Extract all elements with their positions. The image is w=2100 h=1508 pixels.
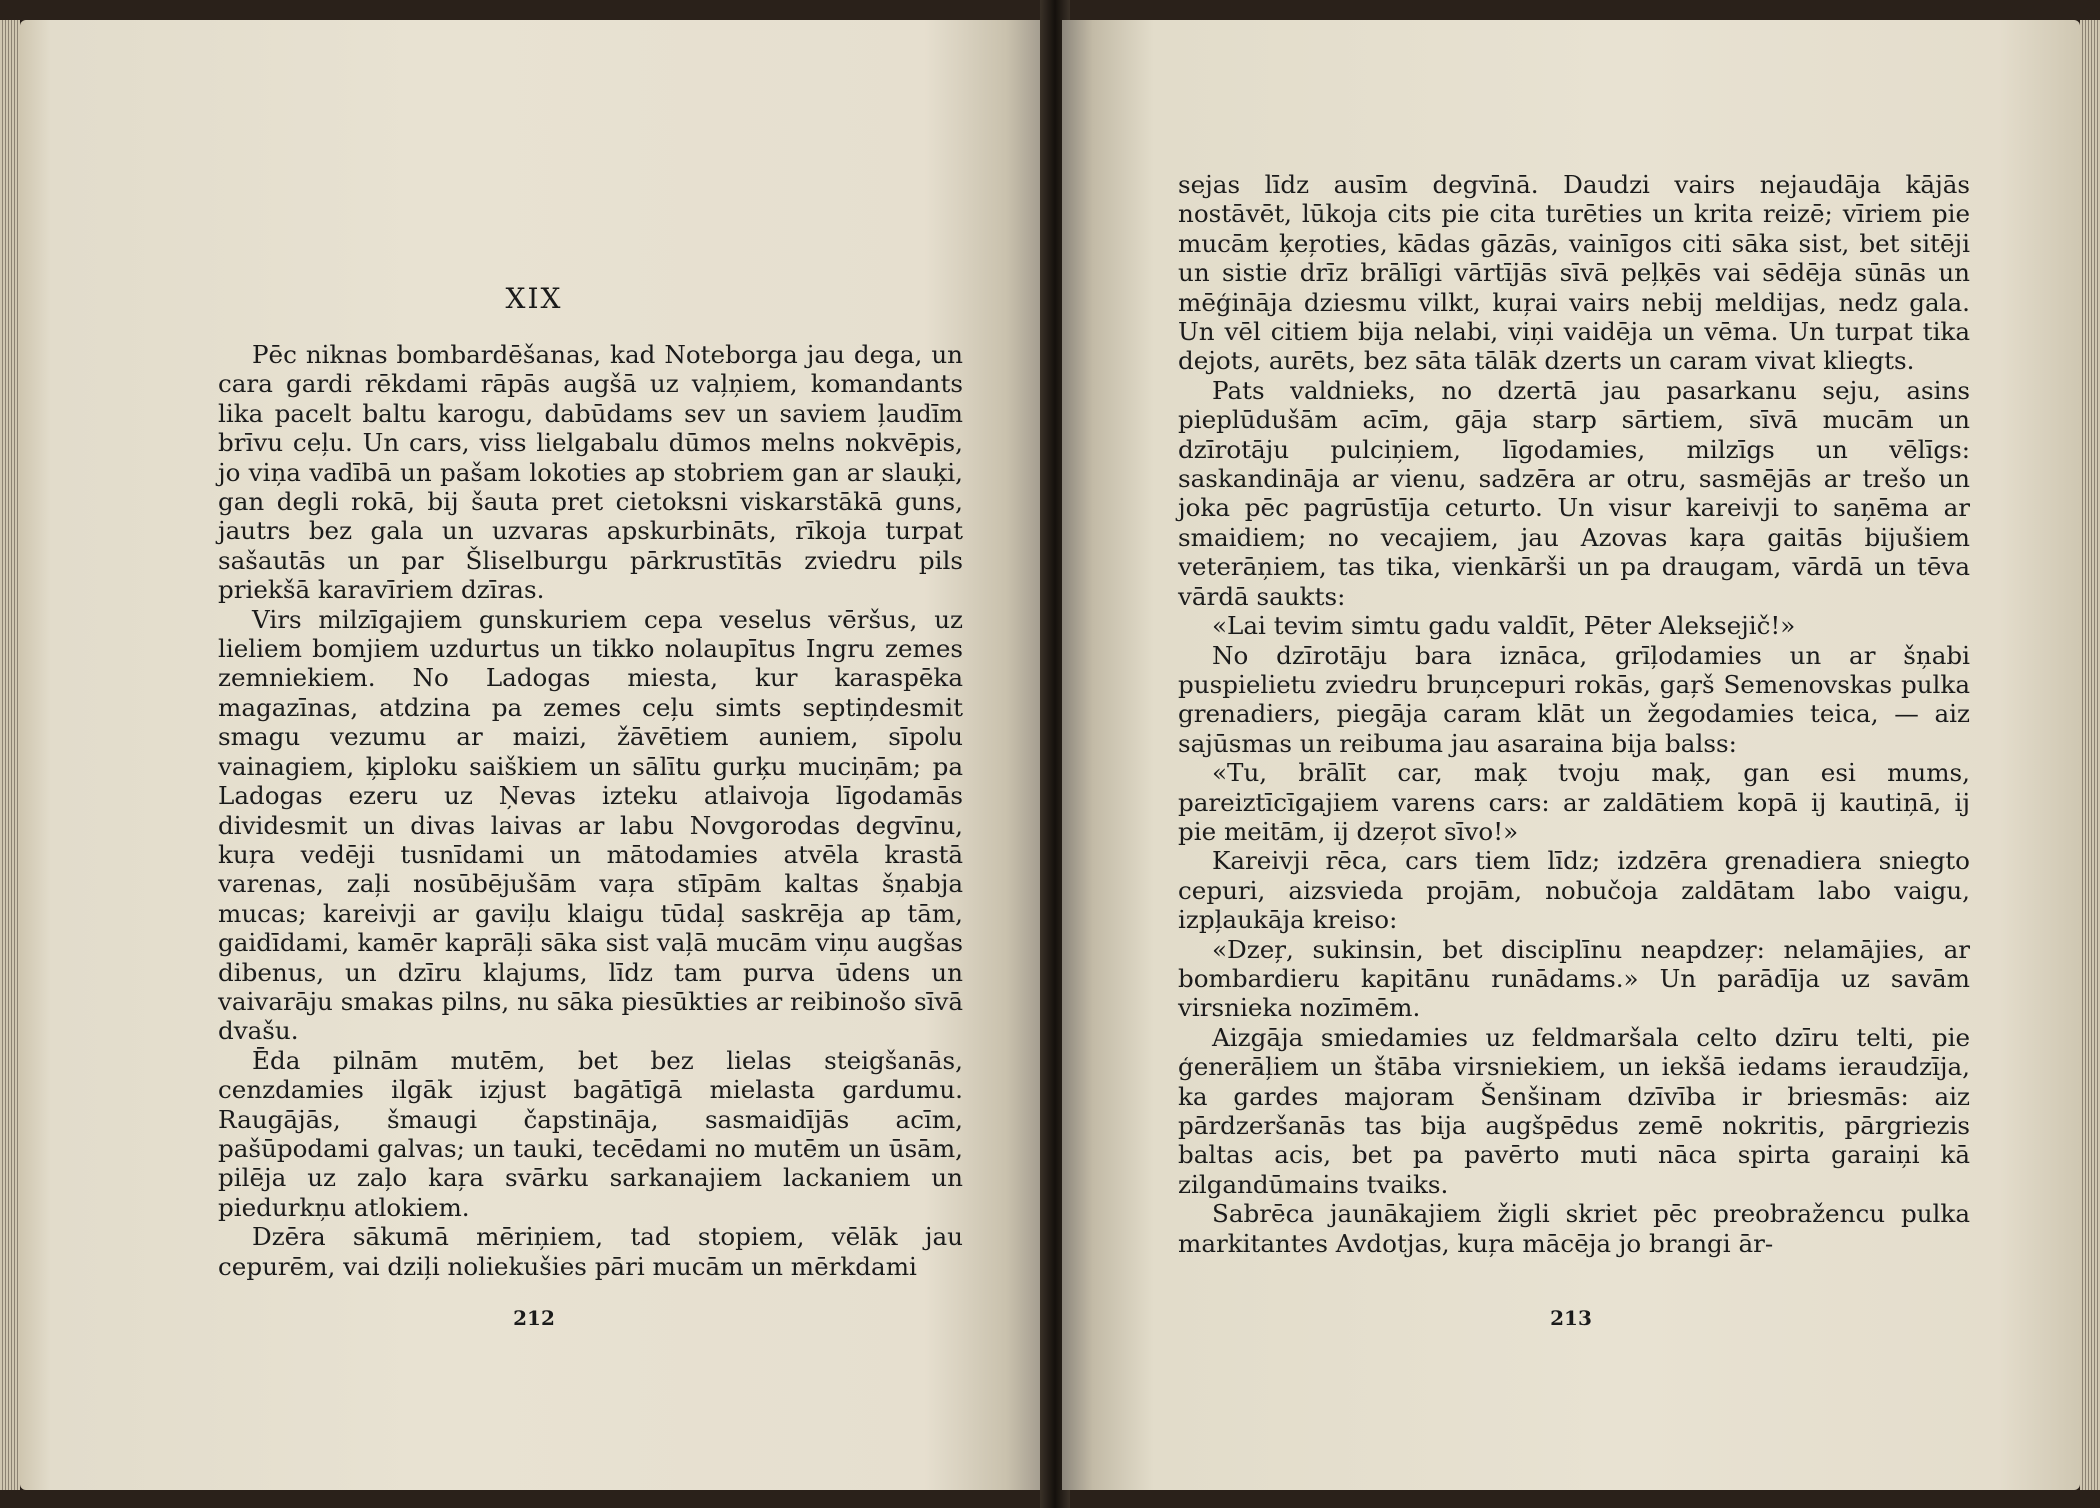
paragraph: Ēda pilnām mutēm, bet bez lielas steigšanās, cenzdamies ilgāk izjust bagātīgā mielasta gardumu. Raugājās, šmaugi čapstināja, sasmaidījās acīm, pašūpodami galvas; un tauki, tecēdami no mutēm un ūsām, pilēja uz zaļo kaŗa svārku sarkanajiem lackaniem un piedurkņu atlokiem. (218, 1045, 963, 1222)
paragraph: «Dzeŗ, sukinsin, bet disciplīnu neapdzeŗ: nelamājies, ar bombardieru kapitānu runādams.» Un parādīja uz savām virsnieka nozīmēm. (1178, 934, 1970, 1023)
paragraph: Pats valdnieks, no dzertā jau pasarkanu seju, asins pieplūdušām acīm, gāja starp sārtiem, sīvā mucām un dzīrotāju pulciņiem, līgodamies, milzīgs un vēlīgs: saskandināja ar vienu, sadzēra ar otru, sasmējās ar trešo un joka pēc pagrūstīja ceturto. Un visur kareivji to saņēma ar smaidiem; no vecajiem, jau Azovas kaŗa gaitās bijušiem veterāņiem, tas tika, vienkārši un pa draugam, vārdā un tēva vārdā saukts: (1178, 375, 1970, 611)
page-edges-left (0, 20, 20, 1490)
left-page (20, 20, 1048, 1490)
left-page-text (218, 340, 963, 1281)
paragraph: Virs milzīgajiem gunskuriem cepa veselus vēršus, uz lieliem bomjiem uzdurtus un tikko nolaupītus Ingru zemes zemniekiem. No Ladogas miesta, kur karaspēka magazīnas, atdzina pa zemes ceļu simts septiņdesmit smagu vezumu ar maizi, žāvētiem auniem, sīpolu vainagiem, ķiploku saiškiem un sālītu gurķu muciņām; pa Ladogas ezeru uz Ņevas izteku atlaivoja līgodamās dividesmit un divas laivas ar labu Novgorodas degvīnu, kuŗa vedēji tusnīdami un mātodamies atvēla krastā varenas, zaļi nosūbējušām vaŗa stīpām kaltas šņabja mucas; kareivji ar gaviļu klaigu tūdaļ saskrēja ap tām, gaidīdami, kamēr kaprāļi sāka sist vaļā mucām viņu augšas dibenus, un dzīru klajums, līdz tam purva ūdens un vaivarāju smakas pilns, nu sāka piesūkties ar reibinošo sīvā dvašu. (218, 604, 963, 1046)
right-page (1062, 20, 2080, 1490)
page-number: 212 (513, 1306, 555, 1330)
page-edges-right (2080, 20, 2100, 1490)
chapter-heading: XIX (505, 282, 563, 315)
page-number: 213 (1550, 1306, 1592, 1330)
paragraph: Dzēra sākumā mēriņiem, tad stopiem, vēlāk jau cepurēm, vai dziļi noliekušies pāri mucām un mērkdami (218, 1222, 963, 1281)
paragraph: No dzīrotāju bara iznāca, grīļodamies un ar šņabi puspielietu zviedru bruņcepuri rokās, gaŗš Semenovskas pulka grenadiers, piegāja caram klāt un žegodamies teica, — aiz sajūsmas un reibuma jau asaraina bija balss: (1178, 640, 1970, 758)
paragraph: sejas līdz ausīm degvīnā. Daudzi vairs nejaudāja kājās nostāvēt, lūkoja cits pie cita turēties un krita reizē; vīriem pie mucām ķeŗoties, kādas gāzās, vainīgos citi sāka sist, bet sitēji un sistie drīz brālīgi vārtījās sīvā peļķēs vai sēdēja sūnās un mēģināja dziesmu vilkt, kuŗai vairs nebij meldijas, nedz gala. Un vēl citiem bija nelabi, viņi vaidēja un vēma. Un turpat tika dejots, aurēts, bez sāta tālāk dzerts un caram vivat kliegts. (1178, 170, 1970, 376)
paragraph: Kareivji rēca, cars tiem līdz; izdzēra grenadiera sniegto cepuri, aizsvieda projām, nobučoja zaldātam labo vaigu, izpļaukāja kreiso: (1178, 846, 1970, 935)
paragraph: «Tu, brālīt car, maķ tvoju maķ, gan esi mums, pareiztīcīgajiem varens cars: ar zaldātiem kopā ij kautiņā, ij pie meitām, ij dzeŗot sīvo!» (1178, 758, 1970, 846)
paragraph: Aizgāja smiedamies uz feldmaršala celto dzīru telti, pie ģenerāļiem un štāba virsniekiem, un iekšā iedams ieraudzīja, ka gardes majoram Šenšinam dzīvība ir briesmās: aiz pārdzeršanās tas bija augšpēdus zemē nokritis, pārgriezis baltas acis, bet pa pavērto muti nāca spirta garaiņi kā zilgandūmains tvaiks. (1178, 1022, 1970, 1199)
paragraph: Sabrēca jaunākajiem žigli skriet pēc preobražencu pulka markitantes Avdotjas, kuŗa mācēja jo brangi ār- (1178, 1199, 1970, 1258)
paragraph: «Lai tevim simtu gadu valdīt, Pēter Aleksejič!» (1212, 611, 1796, 641)
right-page-text (1178, 170, 1970, 1258)
paragraph: Pēc niknas bombardēšanas, kad Noteborga jau dega, un cara gardi rēkdami rāpās augšā uz vaļņiem, komandants lika pacelt baltu karogu, dabūdams sev un saviem ļaudīm brīvu ceļu. Un cars, viss lielgabalu dūmos melns nokvēpis, jo viņa vadībā un pašam lokoties ap stobriem gan ar slauķi, gan degli rokā, bij šauta pret cietoksni viskarstākā guns, jautrs bez gala un uzvaras apskurbināts, rīkoja turpat sašautās un par Šliselburgu pārkrustītās zviedru pils priekšā karavīriem dzīras. (218, 340, 963, 605)
